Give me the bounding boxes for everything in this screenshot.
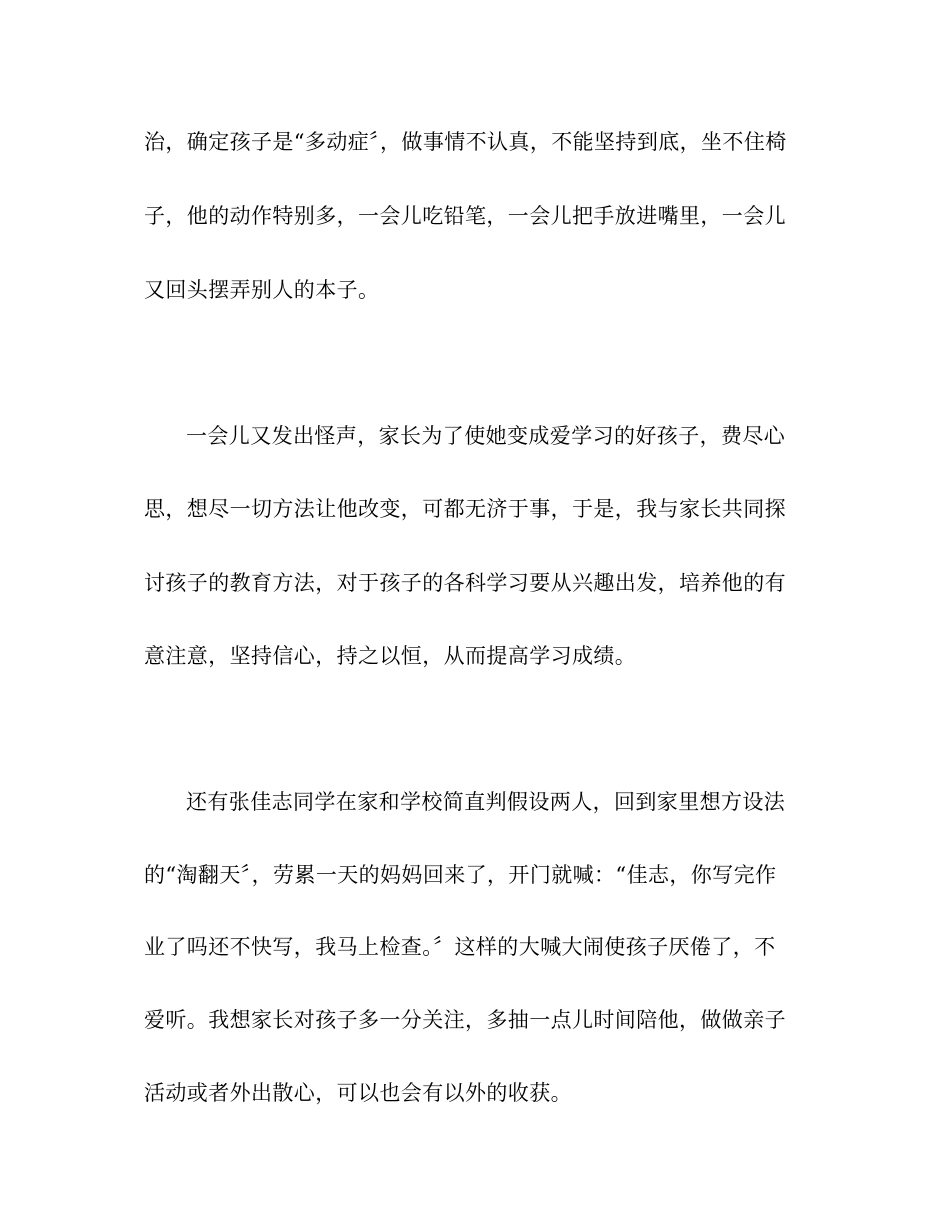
paragraph-1-line-1: 治，确定孩子是“多动症〞，做事情不认真，不能坚持到底，坐不住椅 — [144, 130, 787, 154]
paragraph-2-line-1: 一会儿又发出怪声，家长为了使她变成爱学习的好孩子，费尽心 — [186, 424, 786, 448]
paragraph-3-line-2: 的“淘翻天〞，劳累一天的妈妈回来了，开门就喊：“佳志，你写完作 — [144, 863, 777, 887]
paragraph-1-line-2: 子，他的动作特别多，一会儿吃铅笔，一会儿把手放进嘴里，一会儿 — [144, 204, 786, 228]
paragraph-3-line-5: 活动或者外出散心，可以也会有以外的收获。 — [144, 1081, 572, 1105]
paragraph-3-line-1: 还有张佳志同学在家和学校简直判假设两人，回到家里想方设法 — [186, 790, 786, 814]
paragraph-2-line-4: 意注意，坚持信心，持之以恒，从而提高学习成绩。 — [144, 644, 637, 668]
paragraph-3-line-3: 业了吗还不快写，我马上检查。〞这样的大喊大闹使孩子厌倦了，不 — [144, 935, 776, 959]
paragraph-2-line-3: 讨孩子的教育方法，对于孩子的各科学习要从兴趣出发，培养他的有 — [144, 571, 786, 595]
paragraph-2-line-2: 思，想尽一切方法让他改变，可都无济于事，于是，我与家长共同探 — [144, 497, 786, 521]
paragraph-1-line-3: 又回头摆弄别人的本子。 — [144, 278, 380, 302]
paragraph-3-line-4: 爱听。我想家长对孩子多一分关注，多抽一点儿时间陪他，做做亲子 — [144, 1008, 786, 1032]
